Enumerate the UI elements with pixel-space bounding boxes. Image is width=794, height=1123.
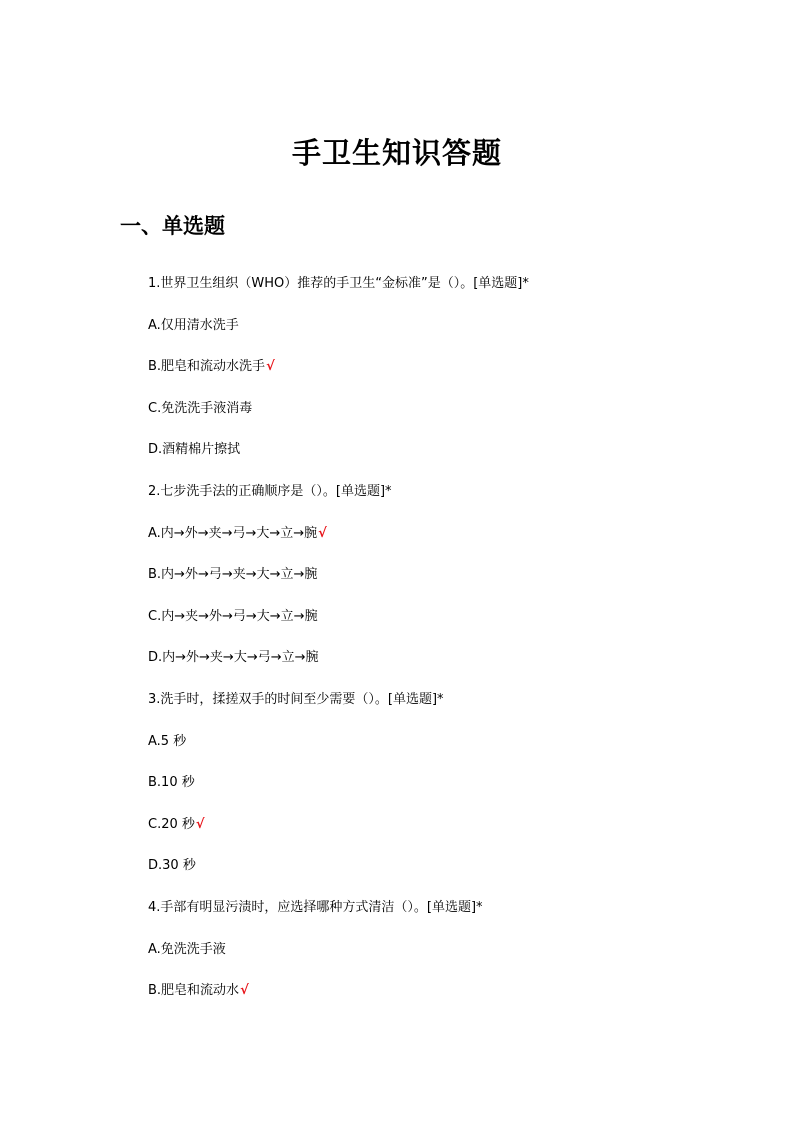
answer-option: [148, 565, 748, 607]
answer-option-label: A.免洗洗手液: [148, 941, 226, 957]
answer-option-label: A.5 秒: [148, 733, 187, 749]
answer-option-label: D.酒精棉片擦拭: [148, 442, 241, 458]
correct-check-icon: √: [240, 983, 249, 999]
answer-option: [148, 940, 748, 982]
question-text: 2.七步洗手法的正确顺序是（）。[单选题]*: [148, 483, 392, 499]
question-text: 1.世界卫生组织（WHO）推荐的手卫生“金标准”是（）。[单选题]*: [148, 276, 529, 291]
page-title: 手卫生知识答题: [291, 136, 502, 170]
answer-option-label: A.内→外→夹→弓→大→立→腕: [148, 525, 318, 541]
answer-option: [148, 773, 748, 815]
answer-option: [148, 981, 748, 1023]
answer-option-label: B.肥皂和流动水洗手: [148, 359, 266, 375]
correct-check-icon: √: [195, 816, 205, 832]
answer-option: [148, 357, 748, 399]
question-list: [148, 274, 748, 1023]
answer-option-label: C.20 秒: [148, 816, 195, 832]
answer-option: [148, 815, 748, 857]
section-heading: 一、单选题: [120, 214, 225, 238]
answer-option: [148, 607, 748, 649]
answer-option-label: D.内→外→夹→大→弓→立→腕: [148, 650, 319, 666]
answer-option-label: A.仅用清水洗手: [148, 317, 239, 333]
answer-option: [148, 440, 748, 482]
question-text: 3.洗手时，揉搓双手的时间至少需要（）。[单选题]*: [148, 691, 444, 707]
answer-option-label: B.肥皂和流动水: [148, 983, 240, 999]
question-text: 4.手部有明显污渍时，应选择哪种方式清洁（）。[单选题]*: [148, 899, 483, 915]
answer-option-label: C.内→夹→外→弓→大→立→腕: [148, 608, 318, 624]
answer-option: [148, 524, 748, 566]
correct-check-icon: √: [318, 525, 327, 541]
answer-option: [148, 648, 748, 690]
answer-option-label: C.免洗洗手液消毒: [148, 400, 253, 416]
correct-check-icon: √: [266, 359, 275, 375]
answer-option: [148, 856, 748, 898]
answer-option: [148, 732, 748, 774]
answer-option-label: B.内→外→弓→夹→大→立→腕: [148, 567, 318, 583]
answer-option-label: D.30 秒: [148, 858, 196, 874]
answer-option: [148, 399, 748, 441]
answer-option: [148, 316, 748, 358]
answer-option-label: B.10 秒: [148, 775, 195, 791]
